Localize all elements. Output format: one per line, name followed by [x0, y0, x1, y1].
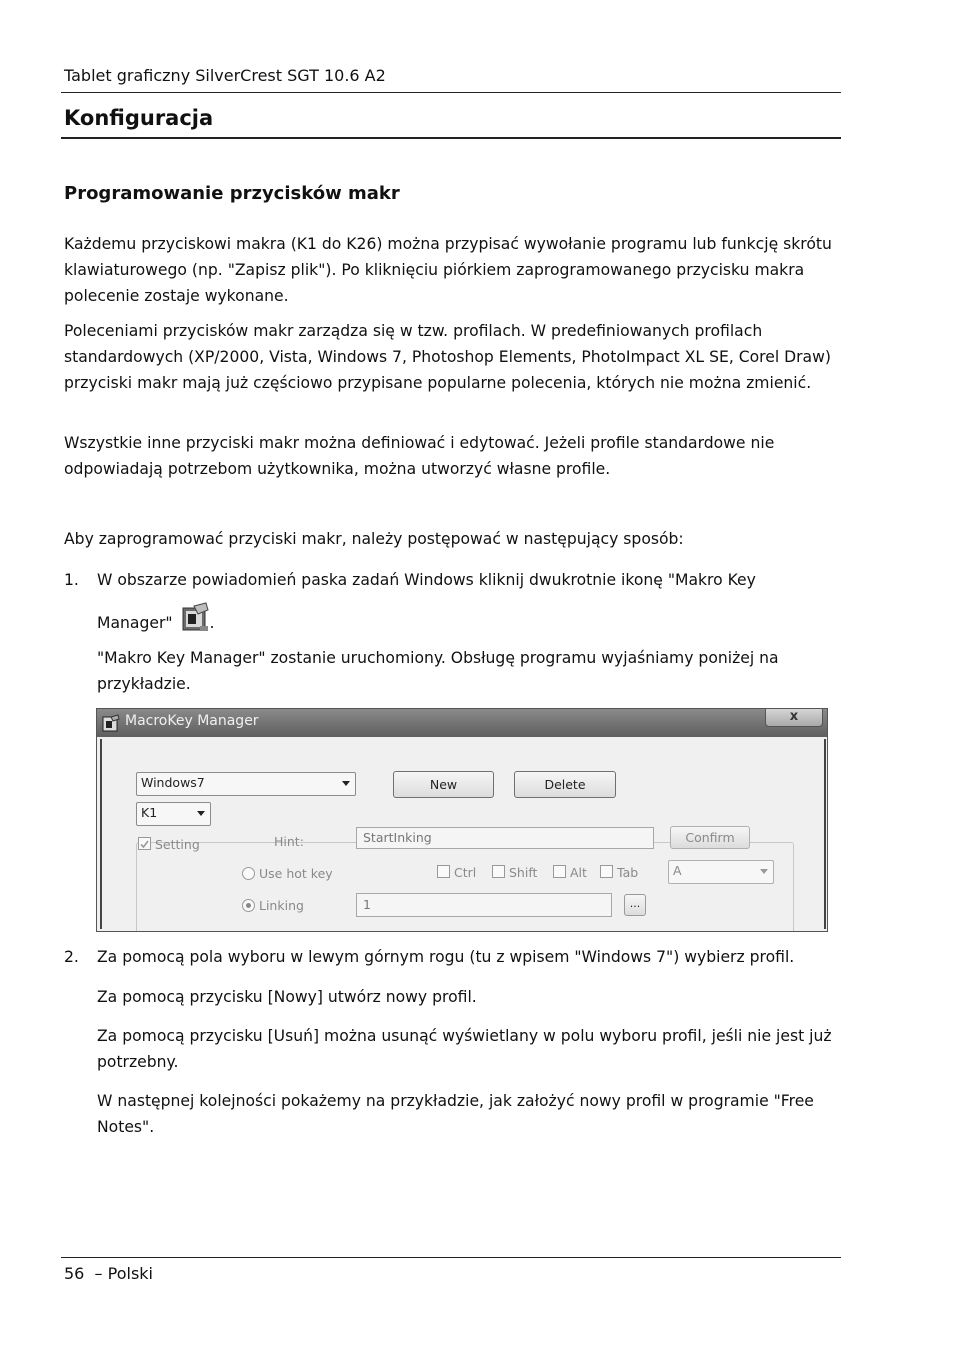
step-2-number: 2. — [64, 948, 79, 966]
hint-input[interactable]: StartInking — [356, 827, 654, 849]
tab-label: Tab — [617, 865, 639, 880]
key-settings-group — [136, 842, 794, 932]
document-title: Tablet graficzny SilverCrest SGT 10.6 A2 — [64, 66, 386, 85]
chevron-down-icon — [197, 811, 205, 816]
step-1-note: "Makro Key Manager" zostanie uruchomiony. Obsługę programu wyjaśniamy poniżej na przykładzie. — [97, 649, 779, 693]
window-title: MacroKey Manager — [125, 713, 259, 729]
key-select-value: K1 — [141, 805, 158, 820]
new-button[interactable]: New — [393, 771, 494, 798]
paragraph-2: Poleceniami przycisków makr zarządza się w tzw. profilach. W predefiniowanych profilach standardowych (XP/2000, Vista, Windows 7, Photoshop Elements, PhotoImpact XL SE, Corel Draw) przyciski makr mają już częściowo przypisane popularne polecenia, których nie można zmienić. — [64, 322, 831, 392]
subsection-title: Programowanie przycisków makr — [64, 183, 400, 204]
hotkey-select[interactable] — [668, 860, 774, 884]
check-icon — [139, 839, 150, 850]
section-title: Konfiguracja — [64, 106, 214, 130]
browse-button[interactable]: ... — [624, 894, 646, 916]
header-rule — [61, 92, 841, 93]
footer — [64, 1264, 153, 1283]
ctrl-checkbox[interactable] — [437, 865, 450, 878]
paragraph-3: Wszystkie inne przyciski makr można definiować i edytować. Jeżeli profile standardowe nie odpowiadają potrzebom użytkownika, można utworzyć własne profile. — [64, 434, 775, 478]
chevron-down-icon — [342, 781, 350, 786]
step-1-line1: W obszarze powiadomień paska zadań Windows kliknij dwukrotnie ikonę "Makro Key — [97, 571, 756, 589]
app-icon — [102, 714, 120, 732]
page-number: 56 — [64, 1264, 85, 1283]
ctrl-label: Ctrl — [454, 865, 477, 880]
macrokey-tray-icon — [182, 602, 210, 634]
linking-input[interactable]: 1 — [356, 893, 612, 917]
use-hotkey-label: Use hot key — [259, 866, 333, 881]
chevron-down-icon — [760, 869, 768, 874]
key-select[interactable] — [136, 802, 211, 826]
linking-label: Linking — [259, 898, 304, 913]
paragraph-1: Każdemu przyciskowi makra (K1 do K26) można przypisać wywołanie programu lub funkcję skrótu klawiaturowego (np. "Zapisz plik"). Po kliknięciu piórkiem zaprogramowanego przycisku makra polecenie zostaje wykonane. — [64, 235, 832, 305]
close-button[interactable]: x — [765, 708, 823, 727]
shift-label: Shift — [509, 865, 538, 880]
profile-select-value: Windows7 — [141, 775, 205, 790]
step-2-note-2: Za pomocą przycisku [Usuń] można usunąć wyświetlany w polu wyboru profil, jeśli nie jest już potrzebny. — [97, 1027, 832, 1071]
alt-label: Alt — [570, 865, 587, 880]
hotkey-select-value: A — [673, 863, 682, 878]
delete-button[interactable]: Delete — [514, 771, 616, 798]
shift-checkbox[interactable] — [492, 865, 505, 878]
step-1-line2-text: Manager" — [97, 614, 173, 632]
footer-language: Polski — [107, 1264, 153, 1283]
step-1-number: 1. — [64, 571, 79, 589]
confirm-button[interactable]: Confirm — [670, 826, 750, 849]
footer-separator: – — [94, 1264, 103, 1283]
setting-label: Setting — [155, 837, 200, 852]
window-titlebar — [97, 709, 827, 737]
window-body — [100, 739, 826, 929]
alt-checkbox[interactable] — [553, 865, 566, 878]
step-1-line2 — [97, 602, 837, 636]
profile-select[interactable] — [136, 772, 356, 796]
footer-rule — [61, 1257, 841, 1258]
tab-checkbox[interactable] — [600, 865, 613, 878]
paragraph-4: Aby zaprogramować przyciski makr, należy postępować w następujący sposób: — [64, 530, 684, 548]
setting-checkbox[interactable] — [138, 837, 151, 850]
step-2-line1: Za pomocą pola wyboru w lewym górnym rogu (tu z wpisem "Windows 7") wybierz profil. — [97, 948, 795, 966]
step-1-line2-suffix: . — [209, 614, 215, 632]
step-2-note-1: Za pomocą przycisku [Nowy] utwórz nowy profil. — [97, 988, 477, 1006]
use-hotkey-radio[interactable] — [242, 867, 255, 880]
step-2-note-3: W następnej kolejności pokażemy na przykładzie, jak założyć nowy profil w programie "Free Notes". — [97, 1092, 814, 1136]
section-rule — [61, 137, 841, 139]
macrokey-manager-window — [96, 708, 828, 932]
linking-radio[interactable] — [242, 899, 255, 912]
hint-label: Hint: — [274, 834, 304, 849]
